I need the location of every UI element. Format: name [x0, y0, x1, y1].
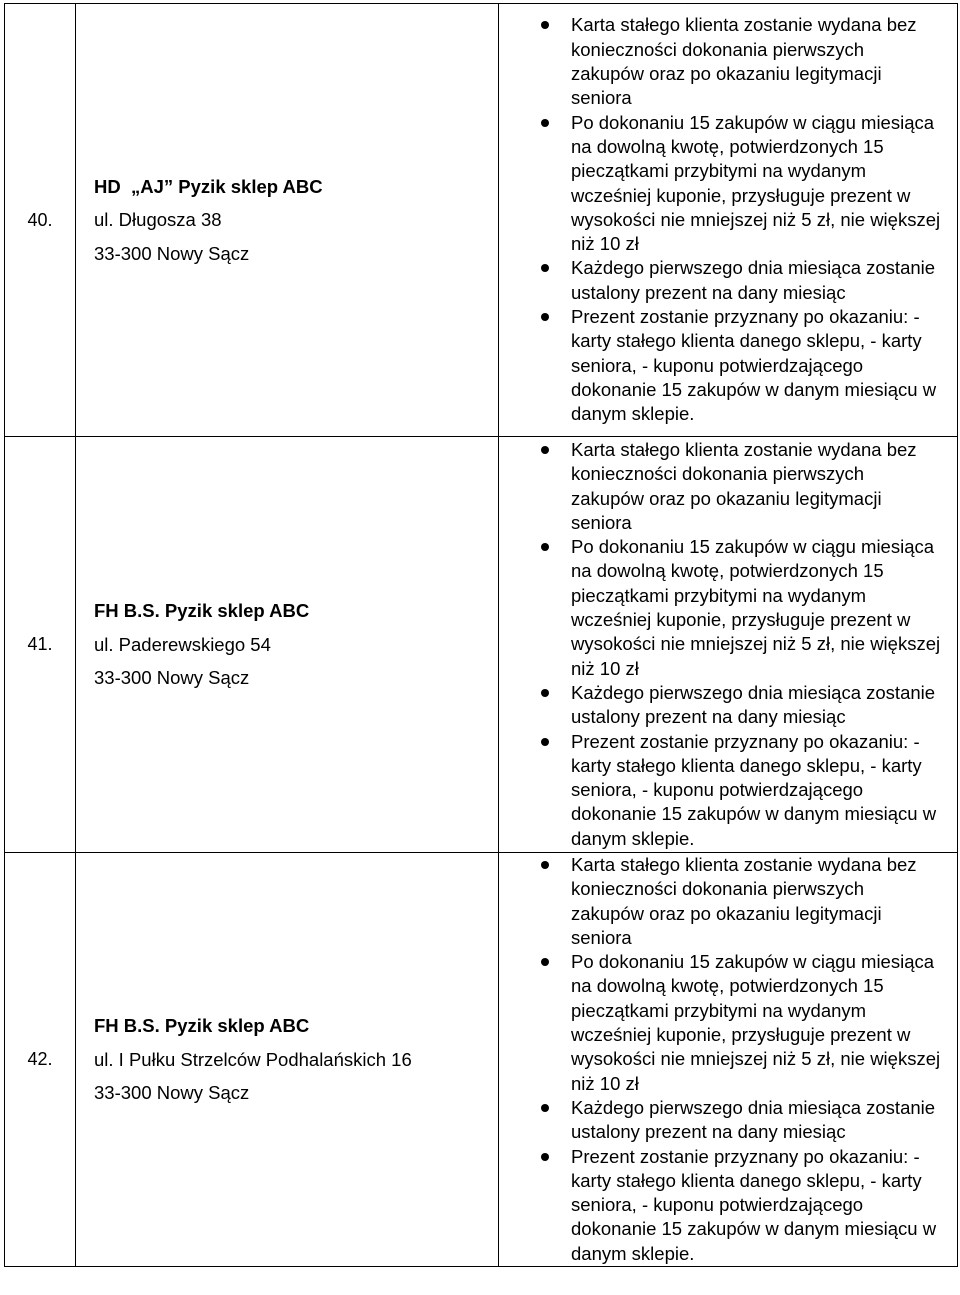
shops-table — [4, 3, 958, 1267]
shop-address — [94, 599, 498, 690]
shop-cell — [76, 437, 499, 853]
shop-city: 33-300 Nowy Sącz — [94, 667, 250, 689]
list-item: Karta stałego klienta zostanie wydana bez konieczności dokonania pierwszych zakupów oraz po okazaniu legitymacji seniora — [541, 13, 941, 110]
shop-city: 33-300 Nowy Sącz — [94, 1082, 250, 1104]
row-number: 40. — [5, 4, 76, 437]
rules-cell — [499, 853, 958, 1267]
rules-cell — [499, 4, 958, 437]
shop-cell — [76, 853, 499, 1267]
table-row — [5, 4, 958, 437]
list-item: Każdego pierwszego dnia miesiąca zostanie ustalony prezent na dany miesiąc — [541, 256, 941, 305]
shop-city: 33-300 Nowy Sącz — [94, 242, 250, 264]
table-row — [5, 853, 958, 1267]
list-item: Każdego pierwszego dnia miesiąca zostanie ustalony prezent na dany miesiąc — [541, 1096, 941, 1145]
shop-street: ul. I Pułku Strzelców Podhalańskich 16 — [94, 1048, 412, 1070]
list-item: Każdego pierwszego dnia miesiąca zostanie ustalony prezent na dany miesiąc — [541, 681, 941, 730]
list-item: Prezent zostanie przyznany po okazaniu: - karty stałego klienta danego sklepu, - karty seniora, - kuponu potwierdzającego dokonanie 15 zakupów w danym miesiącu w danym sklepie. — [541, 1145, 941, 1266]
list-item: Prezent zostanie przyznany po okazaniu: - karty stałego klienta danego sklepu, - karty seniora, - kuponu potwierdzającego dokonanie 15 zakupów w danym miesiącu w danym sklepie. — [541, 305, 941, 426]
shop-name: FH B.S. Pyzik sklep ABC — [94, 1015, 310, 1037]
shop-street: ul. Paderewskiego 54 — [94, 633, 271, 655]
list-item: Po dokonaniu 15 zakupów w ciągu miesiąca na dowolną kwotę, potwierdzonych 15 pieczątkami przybitymi na wydanym wcześniej kuponie, przysługuje prezent w wysokości nie mniejszej niż 5 zł, nie większej niż 10 zł — [541, 950, 941, 1096]
rules-list — [499, 438, 941, 851]
row-number: 42. — [5, 853, 76, 1267]
shop-cell — [76, 4, 499, 437]
rules-cell — [499, 437, 958, 853]
shop-name: HD „AJ” Pyzik sklep ABC — [94, 175, 323, 197]
list-item: Karta stałego klienta zostanie wydana bez konieczności dokonania pierwszych zakupów oraz po okazaniu legitymacji seniora — [541, 438, 941, 535]
shop-name: FH B.S. Pyzik sklep ABC — [94, 600, 310, 622]
rules-list — [499, 13, 941, 426]
shop-address — [94, 1014, 498, 1105]
list-item: Po dokonaniu 15 zakupów w ciągu miesiąca na dowolną kwotę, potwierdzonych 15 pieczątkami przybitymi na wydanym wcześniej kuponie, przysługuje prezent w wysokości nie mniejszej niż 5 zł, nie większej niż 10 zł — [541, 535, 941, 681]
shop-address — [94, 175, 498, 266]
list-item: Karta stałego klienta zostanie wydana bez konieczności dokonania pierwszych zakupów oraz po okazaniu legitymacji seniora — [541, 853, 941, 950]
rules-list — [499, 853, 941, 1266]
row-number: 41. — [5, 437, 76, 853]
shop-street: ul. Długosza 38 — [94, 209, 222, 231]
list-item: Prezent zostanie przyznany po okazaniu: - karty stałego klienta danego sklepu, - karty seniora, - kuponu potwierdzającego dokonanie 15 zakupów w danym miesiącu w danym sklepie. — [541, 730, 941, 851]
list-item: Po dokonaniu 15 zakupów w ciągu miesiąca na dowolną kwotę, potwierdzonych 15 pieczątkami przybitymi na wydanym wcześniej kuponie, przysługuje prezent w wysokości nie mniejszej niż 5 zł, nie większej niż 10 zł — [541, 111, 941, 257]
table-row — [5, 437, 958, 853]
